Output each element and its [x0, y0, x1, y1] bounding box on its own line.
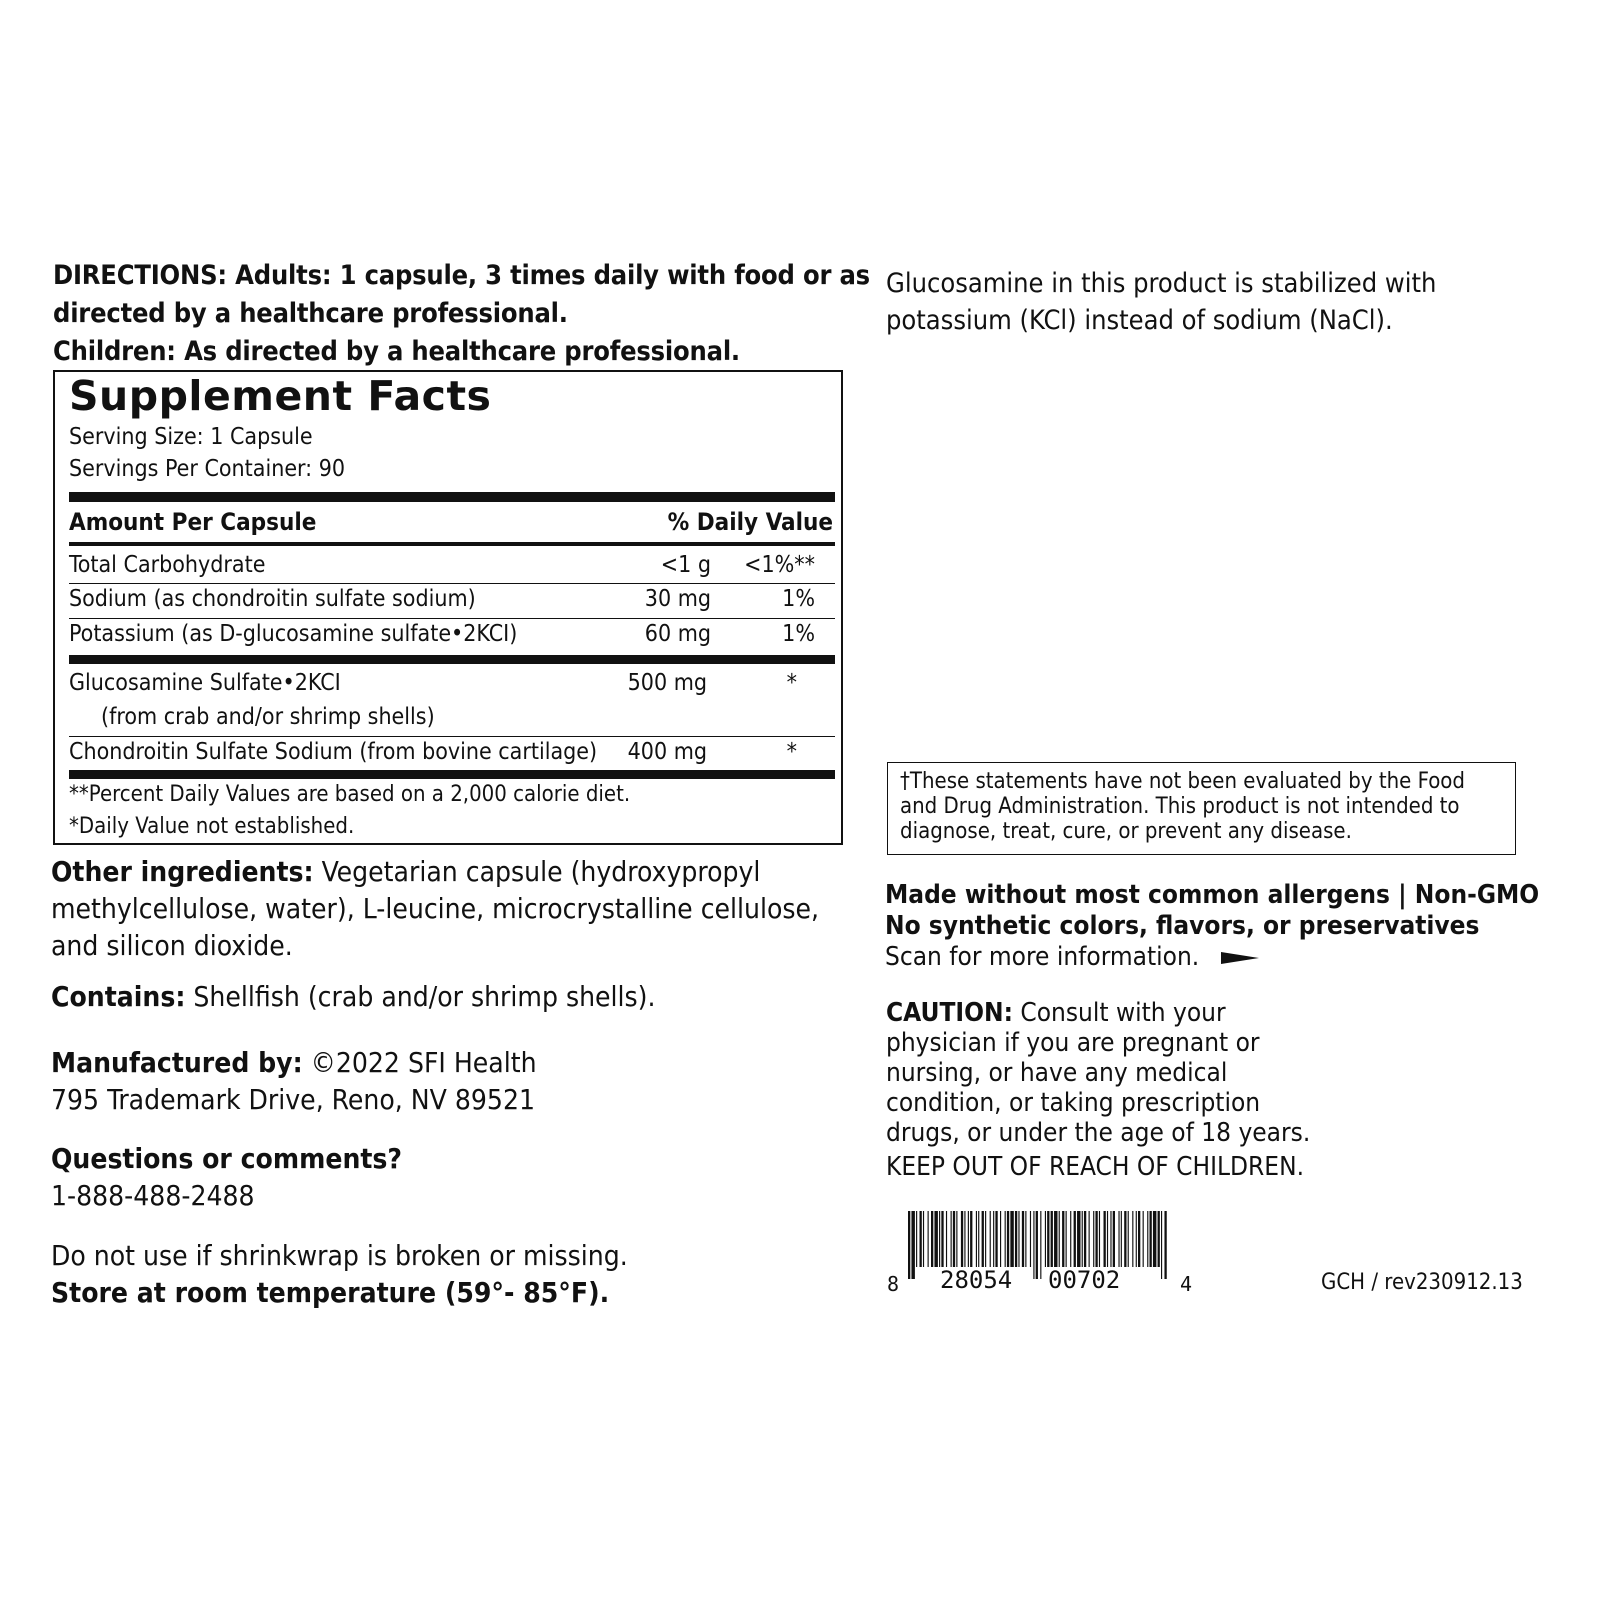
nutrient-daily-value: <1%**	[744, 552, 815, 578]
barcode-digit-left: 8	[887, 1272, 900, 1296]
nutrient-name: Sodium (as chondroitin sulfate sodium)	[69, 586, 476, 612]
barcode-bar	[1015, 1211, 1017, 1267]
barcode-bar	[1093, 1211, 1094, 1267]
nutrient-amount: 60 mg	[644, 621, 711, 647]
thick-divider	[69, 655, 835, 664]
barcode-bar	[939, 1211, 940, 1267]
barcode-bar	[968, 1211, 969, 1267]
manufacturer-name: ©2022 SFI Health	[302, 1046, 537, 1079]
barcode-bar	[1018, 1211, 1019, 1267]
barcode-digit-right: 4	[1180, 1272, 1193, 1296]
barcode-bar	[961, 1211, 963, 1267]
shrinkwrap-warning: Do not use if shrinkwrap is broken or missing.	[51, 1239, 628, 1272]
barcode-bar	[993, 1211, 994, 1267]
barcode-bar	[1051, 1211, 1053, 1267]
storage-info	[51, 1237, 628, 1311]
header-amount-per-capsule: Amount Per Capsule	[69, 508, 317, 536]
barcode-bar	[985, 1211, 986, 1267]
barcode-bar	[976, 1211, 977, 1267]
medium-divider	[69, 542, 835, 546]
contact-info	[51, 1140, 402, 1214]
barcode-bar	[928, 1211, 929, 1267]
barcode-bar	[1036, 1211, 1038, 1279]
nutrient-daily-value: 1%	[782, 621, 815, 647]
barcode-bar	[1136, 1211, 1137, 1267]
barcode-bar	[1095, 1211, 1097, 1267]
contains-label: Contains:	[51, 980, 186, 1013]
barcode-bar	[953, 1211, 955, 1267]
other-ingredients-label: Other ingredients:	[51, 855, 314, 888]
other-ingredients-text: Vegetarian capsule (hydroxypropyl methylcellulose, water), L-leucine, microcrystalline cellulose, and silicon dioxide.	[51, 855, 820, 962]
barcode-bar	[1084, 1211, 1086, 1267]
manufacturer-label: Manufactured by:	[51, 1046, 303, 1079]
footnote-percent-daily-values: **Percent Daily Values are based on a 2,000 calorie diet.	[69, 782, 631, 807]
barcode-bar	[964, 1211, 965, 1267]
barcode-bar	[1007, 1211, 1009, 1267]
glucosamine-note-line-1: Glucosamine in this product is stabilized with	[886, 268, 1437, 299]
fda-disclaimer: †These statements have not been evaluated by the Food and Drug Administration. This product is not intended to diagnose, treat, cure, or prevent any disease.	[887, 762, 1516, 855]
nutrient-daily-value: 1%	[782, 586, 815, 612]
barcode-bar	[1113, 1211, 1115, 1267]
barcode-group-1: 28054	[940, 1266, 1013, 1294]
manufacturer-address: 795 Trademark Drive, Reno, NV 89521	[51, 1083, 535, 1116]
barcode-bar	[1047, 1211, 1049, 1267]
allergen-claims	[885, 880, 1545, 973]
directions	[53, 257, 870, 371]
thick-divider	[69, 770, 835, 779]
nutrient-name: Potassium (as D-glucosamine sulfate•2KCI)	[69, 621, 518, 647]
serving-size: Serving Size: 1 Capsule	[69, 424, 313, 450]
arrow-right-icon	[1221, 952, 1259, 964]
caution-label: CAUTION:	[886, 998, 1013, 1028]
barcode-bar	[1033, 1211, 1034, 1279]
allergen-line-1: Made without most common allergens | Non-GMO	[885, 880, 1540, 910]
barcode-bar	[1054, 1211, 1057, 1267]
allergen-line-2: No synthetic colors, flavors, or preservatives	[885, 911, 1480, 941]
barcode-bar	[1062, 1211, 1064, 1267]
barcode-bar	[1000, 1211, 1001, 1267]
barcode-bar	[1121, 1211, 1122, 1267]
directions-line-1: DIRECTIONS: Adults: 1 capsule, 3 times daily with food or as	[53, 260, 870, 291]
barcode-bar	[1107, 1211, 1108, 1267]
row-divider	[69, 583, 835, 584]
barcode-bar	[951, 1211, 952, 1267]
nutrient-amount: <1 g	[660, 552, 711, 578]
phone-number: 1-888-488-2488	[51, 1179, 255, 1212]
barcode-bar	[970, 1211, 972, 1267]
barcode-bar	[1025, 1211, 1026, 1267]
caution-text: Consult with your physician if you are pregnant or nursing, or have any medical condition, or taking prescription drugs, or under the age of 18 years.	[886, 998, 1311, 1148]
supplement-facts-panel	[53, 370, 843, 845]
barcode-bar	[908, 1211, 910, 1279]
barcode-bar	[916, 1211, 917, 1267]
ingredient-daily-value: *	[786, 670, 797, 696]
scan-text: Scan for more information.	[885, 942, 1200, 972]
barcode-bar	[1074, 1211, 1076, 1267]
barcode-bar	[1010, 1211, 1013, 1267]
storage-temperature: Store at room temperature (59°- 85°F).	[51, 1276, 610, 1309]
barcode-bar	[1030, 1211, 1031, 1267]
barcode-bar	[1124, 1211, 1126, 1267]
servings-per-container: Servings Per Container: 90	[69, 456, 346, 482]
directions-line-3: Children: As directed by a healthcare professional.	[53, 336, 740, 367]
barcode-bar	[1164, 1211, 1166, 1279]
barcode-bar	[1158, 1211, 1160, 1267]
barcode-bar	[1150, 1211, 1152, 1267]
ingredient-name: Chondroitin Sulfate Sodium (from bovine cartilage)	[69, 739, 598, 765]
barcode-bar	[1070, 1211, 1071, 1267]
barcode-bar	[920, 1211, 922, 1267]
barcode-bar	[1138, 1211, 1140, 1267]
barcode-bar	[1161, 1211, 1162, 1279]
barcode-group-2: 00702	[1048, 1266, 1121, 1294]
barcode-bar	[946, 1211, 947, 1267]
row-divider	[69, 618, 835, 619]
ingredient-name: Glucosamine Sulfate•2KCI	[69, 670, 341, 696]
facts-title: Supplement Facts	[69, 372, 492, 420]
ingredient-source: (from crab and/or shrimp shells)	[101, 704, 435, 730]
barcode-bar	[1104, 1211, 1106, 1267]
keep-out-of-reach: KEEP OUT OF REACH OF CHILDREN.	[886, 1152, 1304, 1182]
ingredient-daily-value: *	[786, 739, 797, 765]
barcode-bar	[1045, 1211, 1046, 1267]
row-divider	[69, 736, 835, 737]
barcode-bar	[1110, 1211, 1111, 1267]
barcode-bar	[1040, 1211, 1041, 1279]
barcode-bar	[978, 1211, 979, 1267]
glucosamine-note-line-2: potassium (KCl) instead of sodium (NaCl).	[886, 305, 1393, 336]
other-ingredients	[51, 853, 841, 964]
barcode-bar	[1066, 1211, 1067, 1267]
manufacturer-info	[51, 1044, 537, 1118]
glucosamine-note	[886, 265, 1536, 339]
ingredient-amount: 400 mg	[627, 739, 707, 765]
barcode-bar	[1089, 1211, 1090, 1267]
barcode-bar	[1118, 1211, 1119, 1267]
barcode-bar	[1005, 1211, 1006, 1267]
barcode-bar	[934, 1211, 937, 1267]
barcode-bar	[1059, 1211, 1060, 1267]
barcode-bar	[982, 1211, 984, 1267]
barcode-bar	[1143, 1211, 1144, 1267]
barcode-bar	[941, 1211, 943, 1267]
barcode-bar	[1077, 1211, 1080, 1267]
contains-text: Shellfish (crab and/or shrimp shells).	[185, 980, 656, 1013]
nutrient-amount: 30 mg	[644, 586, 711, 612]
barcode-bar	[911, 1211, 914, 1279]
ingredient-amount: 500 mg	[627, 670, 707, 696]
barcode-bar	[990, 1211, 991, 1267]
questions-label: Questions or comments?	[51, 1142, 403, 1175]
barcode-bar	[1128, 1211, 1129, 1267]
barcode-bar	[995, 1211, 997, 1267]
barcode-bar	[956, 1211, 957, 1267]
caution-warning	[886, 998, 1336, 1182]
barcode-bar	[1147, 1211, 1148, 1267]
footnote-daily-value-not-established: *Daily Value not established.	[69, 814, 355, 839]
nutrient-name: Total Carbohydrate	[69, 552, 266, 578]
directions-line-2: directed by a healthcare professional.	[53, 298, 568, 329]
barcode-bar	[1153, 1211, 1156, 1267]
barcode-bar	[1132, 1211, 1133, 1267]
barcode-bar	[923, 1211, 924, 1267]
barcode-bar	[1082, 1211, 1083, 1267]
barcode-bar	[931, 1211, 933, 1267]
allergen-contains	[51, 980, 656, 1013]
header-daily-value: % Daily Value	[667, 508, 833, 536]
barcode-bar	[1022, 1211, 1024, 1267]
revision-code: GCH / rev230912.13	[1321, 1270, 1523, 1295]
thick-divider	[69, 492, 835, 502]
barcode-bar	[1099, 1211, 1100, 1267]
